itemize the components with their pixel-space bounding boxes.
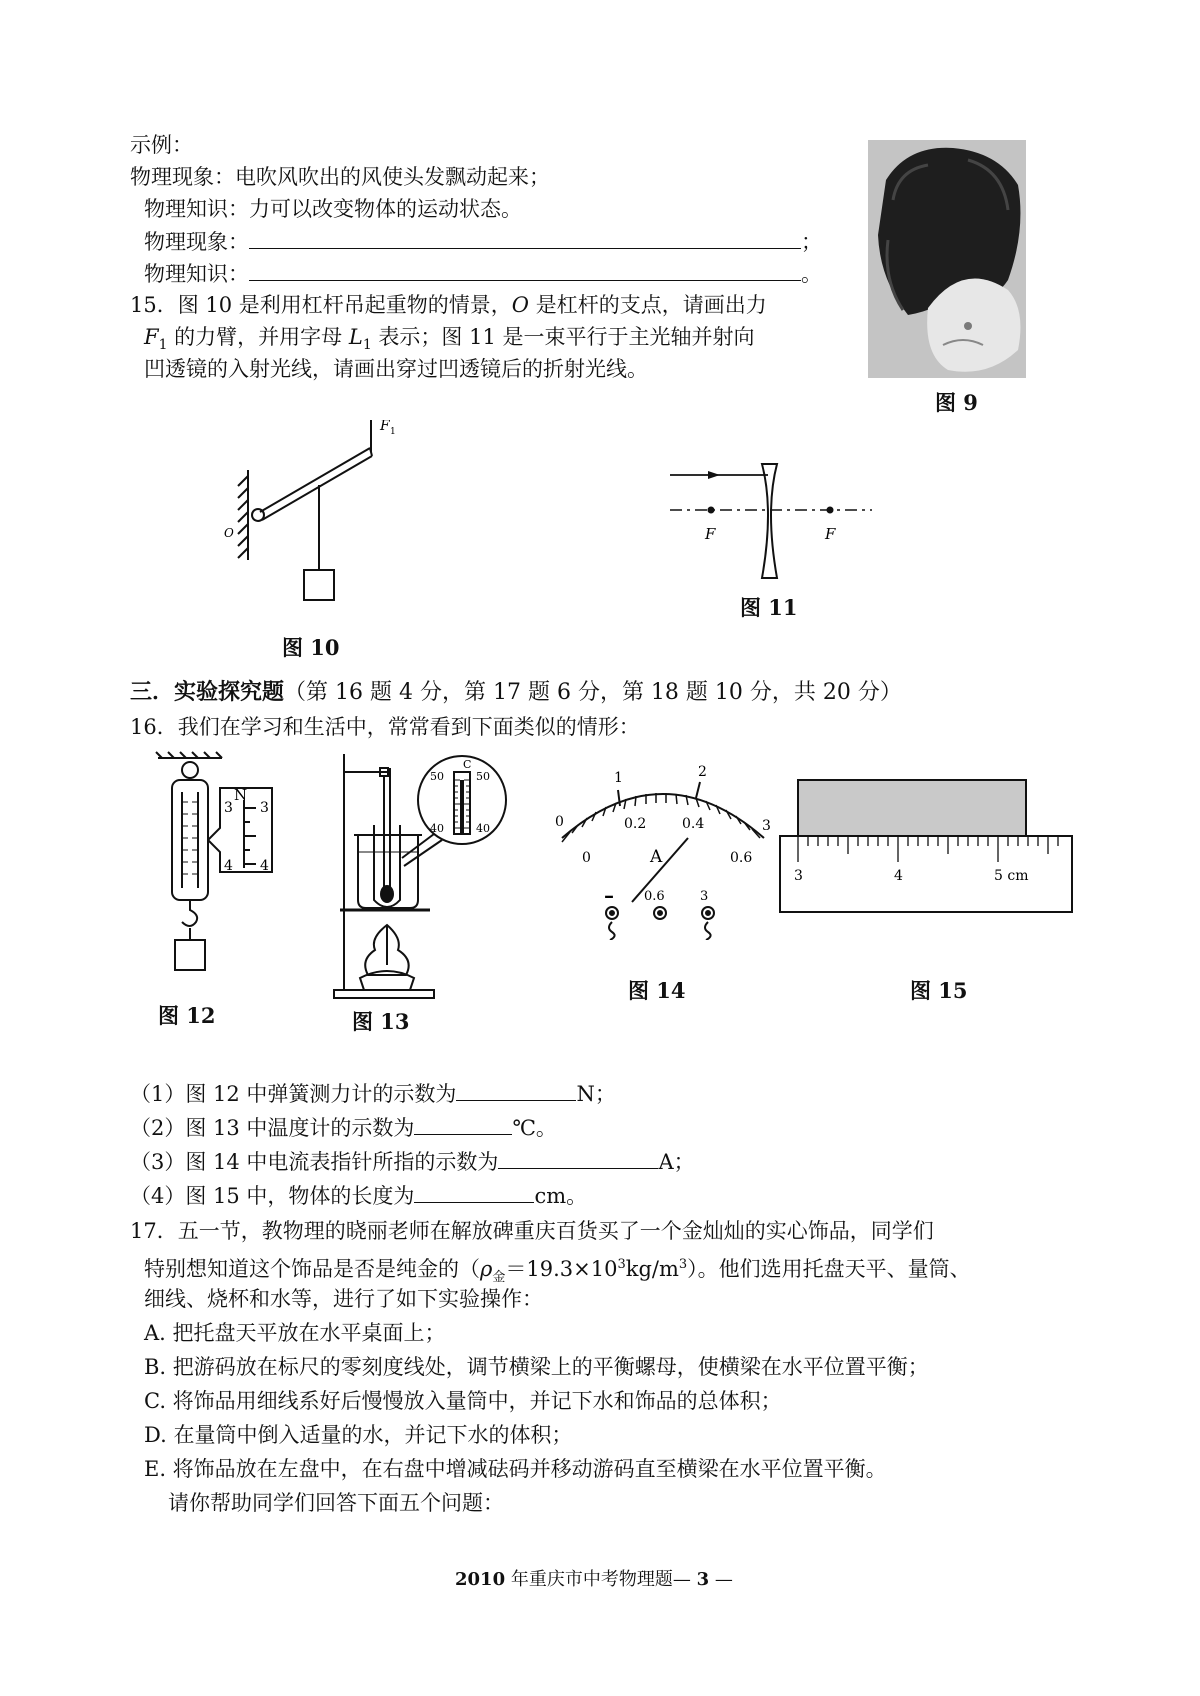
ruler-label-4: 4	[894, 868, 903, 884]
q15-text-a: 15．图 10 是利用杠杆吊起重物的情景，	[130, 293, 512, 317]
figure-15-caption: 图 15	[910, 978, 968, 1003]
upper-scale-1: 1	[614, 770, 623, 786]
ammeter-diagram	[548, 760, 778, 940]
q17-text-d: ）。他们选用托盘天平、量筒、	[687, 1257, 971, 1281]
q15-force-subscript: 1	[158, 337, 168, 354]
focus-left-dot	[708, 507, 715, 514]
lever-bottom-edge	[262, 456, 372, 520]
hook	[182, 900, 197, 926]
q16-part2-unit: ℃。	[512, 1116, 557, 1140]
temp-40-left: 40	[430, 822, 444, 835]
upper-scale-0: 0	[555, 814, 564, 830]
spring-scale-diagram	[140, 750, 310, 1000]
q17-step-c: C. 将饰品用细线系好后慢慢放入量筒中，并记下水和饰品的总体积；	[144, 1389, 782, 1413]
hanging-weight	[175, 940, 205, 970]
section3-heading	[130, 678, 902, 708]
ruler-label-3: 3	[794, 868, 803, 884]
temp-50-right: 50	[476, 770, 490, 783]
stand-base	[334, 990, 434, 998]
q16-part1-text: （1）图 12 中弹簧测力计的示数为	[130, 1082, 457, 1106]
footer-year: 2010	[455, 1569, 506, 1590]
q16-part1-blank[interactable]	[456, 1078, 576, 1101]
scale-tick-3-left: 3	[224, 800, 233, 816]
q16-part2-text: （2）图 13 中温度计的示数为	[130, 1116, 415, 1140]
lever-diagram	[200, 420, 410, 630]
temp-50-left: 50	[430, 770, 444, 783]
q17-exponent-1: 3	[617, 1257, 626, 1272]
answer-knowledge-row	[144, 258, 822, 289]
concave-lens-diagram	[660, 460, 890, 590]
q15-arm-symbol: L	[348, 325, 363, 349]
lens-outline	[762, 464, 777, 578]
q16-part1	[130, 1078, 616, 1109]
q17-step-e: E. 将饰品放在左盘中，在右盘中增减砝码并移动游码直至横梁在水平位置平衡。	[144, 1457, 887, 1481]
force-label: F	[380, 420, 390, 434]
scale-tick-4-right: 4	[260, 858, 269, 874]
terminal-3-label: 3	[700, 889, 709, 904]
ruler-diagram	[778, 778, 1078, 914]
q16-part4	[130, 1180, 587, 1211]
figure-13-caption: 图 13	[352, 1009, 410, 1034]
q16-part4-text: （4）图 15 中，物体的长度为	[130, 1184, 415, 1208]
dial-arc	[562, 794, 764, 838]
answer-knowledge-prefix: 物理知识：	[144, 262, 249, 286]
knowledge-example: 力可以改变物体的运动状态。	[249, 197, 522, 221]
q17-text-b: ＝19.3×10	[505, 1257, 618, 1281]
q16-part2	[130, 1112, 557, 1143]
q16-part4-blank[interactable]	[414, 1180, 534, 1203]
lower-scale-02: 0.2	[624, 816, 647, 832]
q16-part3-text: （3）图 14 中电流表指针所指的示数为	[130, 1150, 499, 1174]
scale-body	[172, 780, 208, 900]
q16-part2-blank[interactable]	[414, 1112, 512, 1135]
figure-10-caption: 图 10	[282, 635, 340, 660]
q16-part4-unit: cm。	[534, 1184, 588, 1208]
q15-line1	[130, 290, 767, 320]
answer-phenomenon-blank[interactable]	[249, 226, 801, 249]
weight-block	[304, 570, 334, 600]
phenomenon-example: 电吹风吹出的风使头发飘动起来；	[235, 165, 550, 189]
alcohol-lamp	[360, 971, 414, 990]
terminal-3-wire	[705, 922, 711, 940]
focus-right-label: F	[825, 525, 836, 543]
q15-arm-subscript: 1	[362, 337, 372, 354]
q15-text-d: 表示；图 11 是一束平行于主光轴并射向	[371, 325, 755, 349]
q16-part1-unit: N；	[576, 1082, 616, 1106]
section3-title: 三．实验探究题	[130, 680, 285, 705]
example-phenomenon	[130, 162, 550, 192]
upper-scale-2: 2	[698, 764, 707, 780]
section3-note: （第 16 题 4 分，第 17 题 6 分，第 18 题 10 分，共 20 分）	[284, 680, 902, 705]
q16-part3	[130, 1146, 695, 1177]
figure-14-caption: 图 14	[628, 978, 686, 1003]
figure-12-caption: 图 12	[158, 1003, 216, 1028]
knowledge-prefix: 物理知识：	[144, 197, 249, 221]
q16-part3-blank[interactable]	[498, 1146, 658, 1169]
q17-text-a: 特别想知道这个饰品是否是纯金的（	[144, 1257, 480, 1281]
focus-right-dot	[827, 507, 834, 514]
lower-scale-04: 0.4	[682, 816, 705, 832]
q15-text-c: 的力臂，并用字母	[167, 325, 349, 349]
force-subscript: 1	[390, 427, 396, 437]
q16-intro: 16．我们在学习和生活中，常常看到下面类似的情形：	[130, 715, 640, 739]
q17-text-c: kg/m	[625, 1257, 679, 1281]
answer-phenomenon-prefix: 物理现象：	[144, 230, 249, 254]
celsius-unit: C	[463, 758, 472, 771]
incident-arrowhead	[708, 471, 720, 479]
lower-scale-0: 0	[582, 850, 591, 866]
terminal-minus-wire	[609, 922, 615, 940]
ruler-label-5cm: 5 cm	[994, 868, 1029, 884]
q17-exponent-2: 3	[678, 1257, 688, 1272]
q16-part3-unit: A；	[658, 1150, 695, 1174]
q17-step-a: A. 把托盘天平放在水平桌面上；	[144, 1321, 446, 1345]
ammeter-unit: A	[650, 847, 663, 867]
lever-top-edge	[260, 448, 370, 512]
upper-scale-3: 3	[762, 818, 771, 834]
phenomenon-prefix: 物理现象：	[130, 165, 235, 189]
q17-step-d: D. 在量筒中倒入适量的水，并记下水的体积；	[144, 1423, 573, 1447]
terminal-minus-label: –	[604, 883, 614, 907]
q17-closing: 请你帮助同学们回答下面五个问题：	[168, 1491, 504, 1515]
answer-knowledge-blank[interactable]	[249, 258, 801, 281]
example-knowledge	[144, 194, 522, 224]
figure-11-caption: 图 11	[740, 595, 798, 620]
lower-scale-06: 0.6	[730, 850, 753, 866]
page-footer	[455, 1565, 733, 1595]
q15-force-symbol: F	[144, 325, 159, 349]
q15-text-b: 是杠杆的支点，请画出力	[529, 293, 767, 317]
focus-left-label: F	[705, 525, 716, 543]
rho-symbol: ρ	[480, 1257, 493, 1281]
hair-dryer-photo	[868, 140, 1026, 378]
terminal-06-label: 0.6	[644, 889, 665, 904]
answer-phenomenon-end: ；	[801, 230, 822, 254]
rho-subscript: 金	[492, 1270, 506, 1286]
temp-40-right: 40	[476, 822, 490, 835]
measured-block	[798, 780, 1026, 836]
pivot-label: O	[224, 526, 234, 540]
scale-tick-4-left: 4	[224, 858, 233, 874]
answer-phenomenon-row	[144, 226, 822, 257]
figure-9-caption: 图 9	[935, 390, 978, 415]
answer-knowledge-end: 。	[801, 262, 822, 286]
q17-step-b: B. 把游码放在标尺的零刻度线处，调节横梁上的平衡螺母，使横梁在水平位置平衡；	[144, 1355, 929, 1379]
thermometer-setup-diagram	[330, 750, 530, 1010]
scale-unit-label: N	[234, 786, 248, 804]
footer-text: 年重庆市中考物理题—	[505, 1569, 697, 1590]
q15-line3: 凹透镜的入射光线，请画出穿过凹透镜后的折射光线。	[144, 357, 648, 381]
footer-dash: —	[709, 1569, 733, 1590]
footer-page-number: 3	[696, 1569, 710, 1590]
example-label: 示例：	[130, 133, 193, 157]
scale-tick-3-right: 3	[260, 800, 269, 816]
q17-line1: 17．五一节，教物理的晓丽老师在解放碑重庆百货买了一个金灿灿的实心饰品，同学们	[130, 1219, 934, 1243]
q17-line3: 细线、烧杯和水等，进行了如下实验操作：	[144, 1287, 543, 1311]
q15-pivot-symbol: O	[511, 293, 530, 317]
